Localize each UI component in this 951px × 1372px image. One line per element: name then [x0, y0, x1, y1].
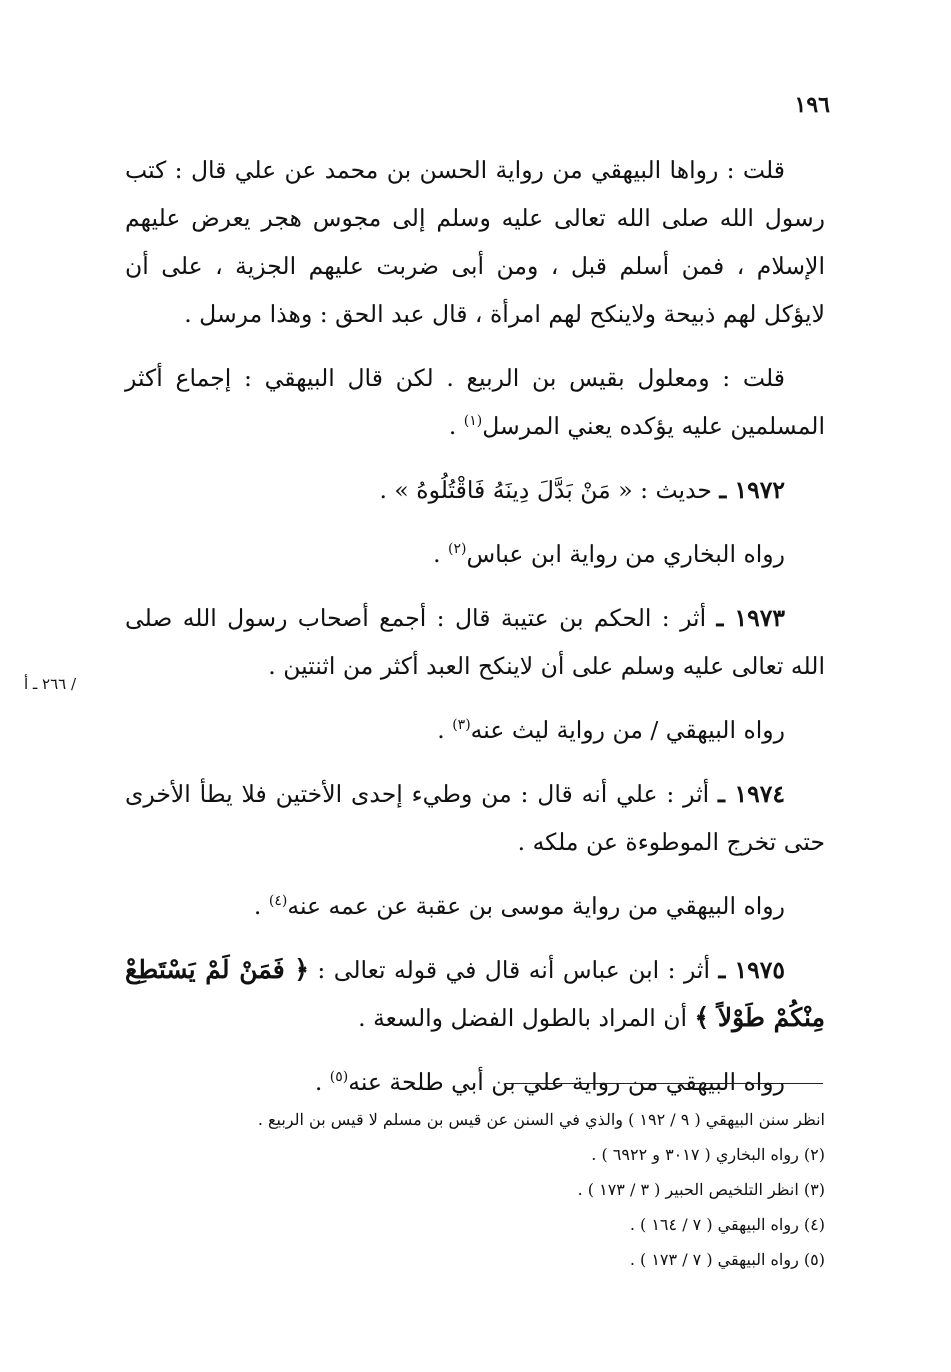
footnote-ref[interactable]: (٢): [448, 541, 467, 558]
paragraph-text: رواه البيهقي من رواية موسى بن عقبة عن عمه عنه: [287, 892, 785, 920]
paragraph: [125, 946, 825, 1042]
footnote: (٢) رواه البخاري ( ٣٠١٧ و ٦٩٢٢ ) .: [591, 1145, 825, 1164]
footnote-ref[interactable]: (١): [463, 413, 483, 430]
entry-number: ١٩٧٢ ـ: [719, 476, 785, 504]
entry-number: ١٩٧٤ ـ: [718, 780, 785, 808]
paragraph-text: قلت : ومعلول بقيس بن الربيع . لكن قال البيهقي : إجماع أكثر المسلمين عليه يؤكده يعني المرسل: [125, 364, 825, 440]
footnotes: [125, 1102, 825, 1277]
footnote-ref[interactable]: (٤): [268, 893, 288, 910]
quran-verse: ﴿ فَمَنْ لَمْ يَسْتَطِعْ مِنْكُمْ طَوْلاً ﴾: [125, 955, 825, 1032]
paragraph-text: رواه البيهقي / من رواية ليث عنه: [470, 716, 785, 744]
paragraph: [125, 882, 825, 930]
paragraph-end: .: [253, 892, 269, 920]
paragraph: [125, 466, 825, 514]
footnote: (٥) رواه البيهقي ( ٧ / ١٧٣ ) .: [629, 1250, 825, 1269]
paragraph: قلت : رواها البيهقي من رواية الحسن بن محمد عن علي قال : كتب رسول الله صلى الله تعالى عليه وسلم إلى مجوس هجر يعرض عليهم الإسلام ، فمن أسلم قبل ، ومن أبى ضربت عليهم الجزية ، على أن لايؤكل لهم ذبيحة ولاينكح لهم امرأة ، قال عبد الحق : وهذا مرسل .: [125, 156, 825, 328]
paragraph-text: أثر : ابن عباس أنه قال في قوله تعالى :: [308, 956, 719, 984]
paragraph: [125, 354, 825, 450]
paragraph: [125, 770, 825, 866]
paragraph-end: .: [314, 1068, 330, 1096]
paragraph-text: حديث : « مَنْ بَدَّلَ دِينَهُ فَاقْتُلُوهُ » .: [379, 476, 720, 504]
footnote: انظر سنن البيهقي ( ٩ / ١٩٢ ) والذي في السنن عن قيس بن مسلم لا قيس بن الربيع .: [257, 1110, 825, 1129]
paragraph: [125, 594, 825, 690]
paragraph: [125, 706, 825, 754]
paragraph-end: .: [437, 716, 453, 744]
entry-number: ١٩٧٣ ـ: [716, 604, 785, 632]
paragraph-text: أثر : علي أنه قال : من وطيء إحدى الأختين فلا يطأ الأخرى حتى تخرج الموطوءة عن ملكه .: [125, 780, 825, 856]
paragraph: [125, 530, 825, 578]
footnote: (٤) رواه البيهقي ( ٧ / ١٦٤ ) .: [629, 1215, 825, 1234]
body-text: [125, 146, 825, 1122]
paragraph-text: رواه البيهقي من رواية علي بن أبي طلحة عنه: [348, 1068, 785, 1096]
footnote-divider: [505, 1083, 823, 1084]
page-number: ١٩٦: [794, 92, 830, 118]
footnote-ref[interactable]: (٥): [329, 1069, 349, 1086]
paragraph-end: .: [433, 540, 449, 568]
footnote: (٣) انظر التلخيص الحبير ( ٣ / ١٧٣ ) .: [577, 1180, 825, 1199]
paragraph-end: أن المراد بالطول الفضل والسعة .: [358, 1004, 695, 1032]
paragraph-text: أثر : الحكم بن عتيبة قال : أجمع أصحاب رسول الله صلى الله تعالى عليه وسلم على أن لاينكح العبد أكثر من اثنتين .: [125, 604, 825, 680]
paragraph-end: .: [448, 412, 464, 440]
paragraph-text: رواه البخاري من رواية ابن عباس: [466, 540, 785, 568]
footnote-ref[interactable]: (٣): [452, 717, 471, 734]
entry-number: ١٩٧٥ ـ: [718, 956, 785, 984]
paragraph: [125, 1058, 825, 1106]
margin-note: / ٢٦٦ ـ أ: [23, 675, 77, 693]
